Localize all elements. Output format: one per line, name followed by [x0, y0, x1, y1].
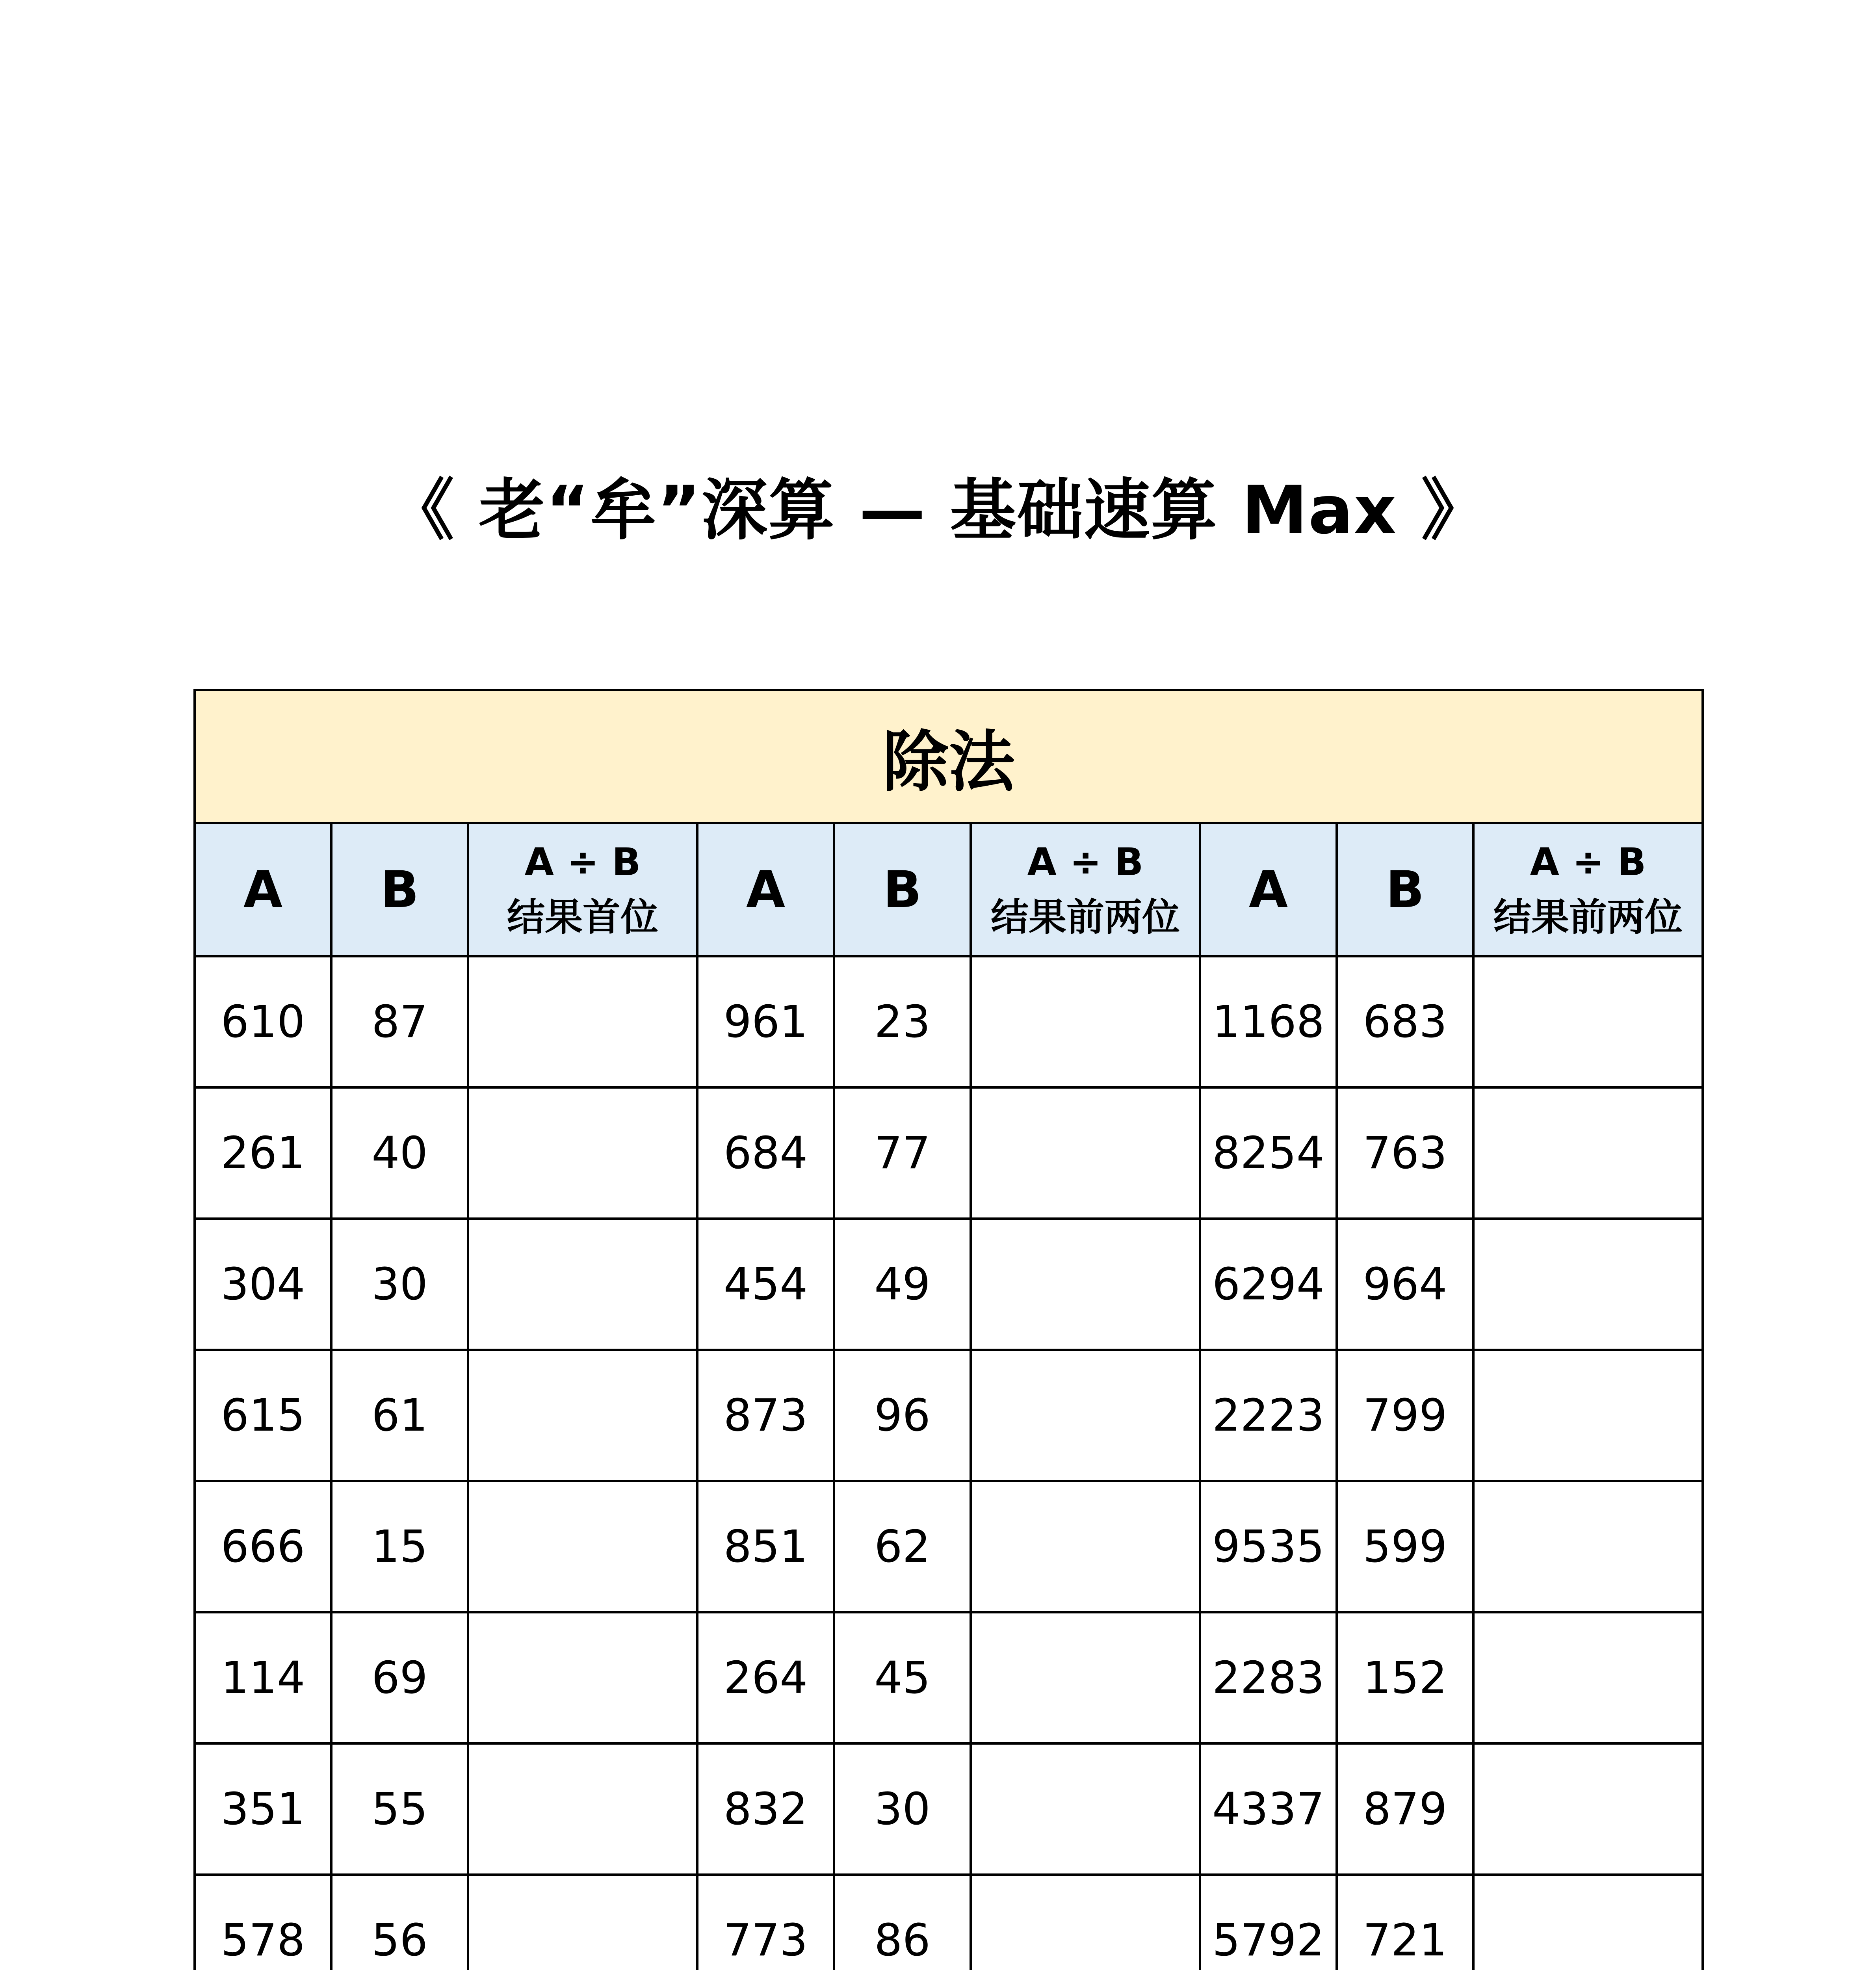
answer-cell[interactable]: [971, 956, 1200, 1087]
header-b: B: [834, 823, 971, 956]
table-row: [195, 1612, 1703, 1743]
answer-cell[interactable]: [971, 1087, 1200, 1219]
result-label: 结果首位: [507, 895, 658, 939]
answer-cell[interactable]: [468, 1481, 697, 1612]
dividend-cell: 454: [697, 1219, 834, 1350]
divisor-cell: 879: [1337, 1743, 1473, 1875]
dividend-cell: 8254: [1200, 1087, 1337, 1219]
dividend-cell: 2283: [1200, 1612, 1337, 1743]
column-header-row: [195, 823, 1703, 956]
answer-cell[interactable]: [468, 1087, 697, 1219]
answer-cell[interactable]: [971, 1743, 1200, 1875]
dividend-cell: 684: [697, 1087, 834, 1219]
divisor-cell: 30: [331, 1219, 468, 1350]
answer-cell[interactable]: [468, 1743, 697, 1875]
header-result: [468, 823, 697, 956]
answer-cell[interactable]: [1473, 1875, 1703, 1970]
answer-cell[interactable]: [971, 1875, 1200, 1970]
answer-cell[interactable]: [971, 1612, 1200, 1743]
divisor-cell: 15: [331, 1481, 468, 1612]
divisor-cell: 49: [834, 1219, 971, 1350]
dividend-cell: 261: [195, 1087, 331, 1219]
answer-cell[interactable]: [1473, 1612, 1703, 1743]
section-title: 除法: [195, 690, 1703, 823]
answer-cell[interactable]: [971, 1481, 1200, 1612]
answer-cell[interactable]: [1473, 1481, 1703, 1612]
dividend-cell: 666: [195, 1481, 331, 1612]
divisor-cell: 96: [834, 1350, 971, 1481]
result-formula: A ÷ B: [1027, 840, 1144, 884]
answer-cell[interactable]: [1473, 1219, 1703, 1350]
divisor-cell: 69: [331, 1612, 468, 1743]
dividend-cell: 773: [697, 1875, 834, 1970]
dividend-cell: 4337: [1200, 1743, 1337, 1875]
dividend-cell: 114: [195, 1612, 331, 1743]
answer-cell[interactable]: [1473, 1743, 1703, 1875]
dividend-cell: 304: [195, 1219, 331, 1350]
table-row: [195, 1875, 1703, 1970]
divisor-cell: 45: [834, 1612, 971, 1743]
header-a: A: [697, 823, 834, 956]
divisor-cell: 56: [331, 1875, 468, 1970]
table-row: [195, 1743, 1703, 1875]
table-row: [195, 1481, 1703, 1612]
table-row: [195, 1350, 1703, 1481]
divisor-cell: 62: [834, 1481, 971, 1612]
answer-cell[interactable]: [468, 1612, 697, 1743]
header-a: A: [1200, 823, 1337, 956]
table-row: [195, 1219, 1703, 1350]
divisor-cell: 799: [1337, 1350, 1473, 1481]
header-b: B: [331, 823, 468, 956]
divisor-cell: 964: [1337, 1219, 1473, 1350]
divisor-cell: 23: [834, 956, 971, 1087]
dividend-cell: 873: [697, 1350, 834, 1481]
dividend-cell: 351: [195, 1743, 331, 1875]
divisor-cell: 55: [331, 1743, 468, 1875]
divisor-cell: 599: [1337, 1481, 1473, 1612]
division-worksheet-table: [193, 689, 1704, 1970]
result-label: 结果前两位: [1493, 895, 1683, 939]
worksheet-body: [195, 956, 1703, 1970]
dividend-cell: 610: [195, 956, 331, 1087]
dividend-cell: 9535: [1200, 1481, 1337, 1612]
answer-cell[interactable]: [1473, 1087, 1703, 1219]
dividend-cell: 1168: [1200, 956, 1337, 1087]
dividend-cell: 615: [195, 1350, 331, 1481]
divisor-cell: 87: [331, 956, 468, 1087]
result-label: 结果前两位: [991, 895, 1180, 939]
dividend-cell: 961: [697, 956, 834, 1087]
dividend-cell: 264: [697, 1612, 834, 1743]
header-result: [1473, 823, 1703, 956]
page-title: 《 老“牟”深算 — 基础速算 Max 》: [388, 472, 1488, 549]
answer-cell[interactable]: [468, 956, 697, 1087]
header-a: A: [195, 823, 331, 956]
result-formula: A ÷ B: [524, 840, 641, 884]
dividend-cell: 832: [697, 1743, 834, 1875]
dividend-cell: 2223: [1200, 1350, 1337, 1481]
table-row: [195, 956, 1703, 1087]
dividend-cell: 5792: [1200, 1875, 1337, 1970]
table-row: [195, 1087, 1703, 1219]
divisor-cell: 30: [834, 1743, 971, 1875]
answer-cell[interactable]: [1473, 956, 1703, 1087]
divisor-cell: 61: [331, 1350, 468, 1481]
dividend-cell: 851: [697, 1481, 834, 1612]
divisor-cell: 152: [1337, 1612, 1473, 1743]
answer-cell[interactable]: [468, 1219, 697, 1350]
answer-cell[interactable]: [1473, 1350, 1703, 1481]
header-result: [971, 823, 1200, 956]
answer-cell[interactable]: [468, 1875, 697, 1970]
dividend-cell: 578: [195, 1875, 331, 1970]
result-formula: A ÷ B: [1530, 840, 1646, 884]
divisor-cell: 86: [834, 1875, 971, 1970]
divisor-cell: 40: [331, 1087, 468, 1219]
answer-cell[interactable]: [971, 1350, 1200, 1481]
header-b: B: [1337, 823, 1473, 956]
dividend-cell: 6294: [1200, 1219, 1337, 1350]
divisor-cell: 683: [1337, 956, 1473, 1087]
divisor-cell: 763: [1337, 1087, 1473, 1219]
answer-cell[interactable]: [468, 1350, 697, 1481]
divisor-cell: 721: [1337, 1875, 1473, 1970]
answer-cell[interactable]: [971, 1219, 1200, 1350]
divisor-cell: 77: [834, 1087, 971, 1219]
